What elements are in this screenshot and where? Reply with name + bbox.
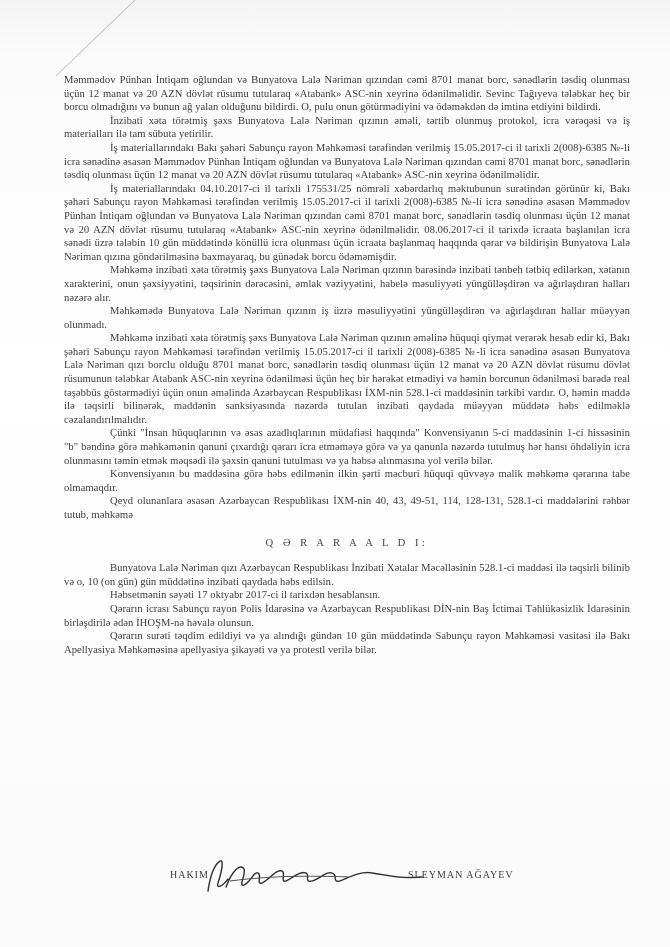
paragraph: Çünki "İnsan hüquqlarının və əsas azadlıqlarının müdafiəsi haqqında" Konvensiyanın 5-ci maddəsinin 1-ci hissəsinin "b" bəndinə görə məhkəmənin qanuni çıxardığı qərarı icra etməməyə görə və ya qanunla nəzərdə tutulmuş hər hansı öhdəliyin icra olunmasını təmin etmək məqsədi ilə şəxsin qanuni tutulması və ya həbsə alınmasına yol verilə bilər. [64, 428, 630, 467]
decision-paragraph: Həbsetmənin səyəti 17 oktyabr 2017-ci il tarixdən hesablansın. [110, 590, 381, 602]
judge-label: HAKIM [170, 870, 209, 881]
paragraph: Qeyd olunanlara əsasən Azərbaycan Respublikası İXM-nin 40, 43, 49-51, 114, 128-131, 528.1-ci maddələrini rəhbər tutub, məhkəmə [64, 496, 630, 521]
decision-paragraph: Qərarın icrası Sabunçu rayon Polis İdarəsinə və Azərbaycan Respublikası DİN-nin Baş İctimai Təhlükəsizlik İdarəsinin birləşdirilə ədən İHOŞM-nə həvalə olunsun. [64, 603, 630, 629]
decision-heading: Q Ə R A R A A L D I: [265, 537, 429, 549]
decision-paragraph: Bunyatova Lalə Nəriman qızı Azərbaycan Respublikası İnzibati Xətalar Məcəlləsinin 528.1-ci maddəsi ilə təqsirli bilinib və o, 10 (on gün) gün müddətinə inzibati qaydada həbs edilsin. [64, 563, 630, 588]
paragraph: İş materiallarındakı Bakı şəhəri Sabunçu rayon Məhkəməsi tərəfindən verilmiş 15.05.2017-ci il tarixli 2(008)-6385 №-li icra sənədinə əsasən Məmmədov Pünhan İntiqam oğlundan və Bunyatova Lalə Nəriman qızından cəmi 8701 manat borc, sənədlərin təsdiq olunması üçün 12 manat və 20 AZN dövlət rüsumu tutularaq «Atabank» ASC-nin xeyrinə ödənilməlidir. [64, 142, 630, 182]
paragraph: İş materiallarındakı 04.10.2017-ci il tarixli 175531/25 nömrəli xəbərdarlıq məktubunun surətindən görünür ki, Bakı şəhəri Sabunçu rayon Məhkəməsi tərəfindən verilmiş 15.05.2017-ci il tarixli 2(008)-6385 №-li icra sənədinə əsasən Məmmədov Pünhan İntiqam oğlundan və Bunyatova Lalə Nəriman qızından cəmi 8701 manat borc, sənədlərin təsdiq olunması üçün 12 manat və 20 AZN dövlət rüsumu tutularaq «Atabank» ASC-nin xeyrinə ödənilməlidir. 08.06.2017-ci il tarixdə icraata başlanılan icra sənədi üzrə tələbin 10 gün müddətində könüllü icra olunması üçün icraata başlanmaq haqqında qərar və bildirişin Bunyatova Lalə Nəriman qızına göndərilməsinə baxmayaraq, bu günədək borcu ödəməmişdir. [64, 183, 630, 263]
paragraph: Məhkəmədə Bunyatova Lalə Nəriman qızının iş üzrə məsuliyyətini yüngülləşdirən və ağırlaşdıran hallar müəyyən olunmadı. [64, 306, 630, 331]
judge-name: SLEYMAN AĞAYEV [408, 870, 514, 881]
corner-fold-mark [0, 0, 140, 80]
paragraph: Məmmədov Pünhan İntiqam oğlundan və Bunyatova Lalə Nəriman qızından cəmi 8701 manat borc, sənədlərin təsdiq olunması üçün 12 manat və 20 AZN dövlət rüsumu tutularaq «Atabank» ASC-nin xeyrinə ödənilməlidir. Sevinc Tağıyeva tələbkar heç bir borcu olmadığını və bunun ağ yalan olduğunu bildirdi. O, pulu onun götürmədiyini və ödəməkdən də imtina etdiyini bildirdi. [64, 75, 630, 114]
paragraph: Məhkəmə inzibati xəta törətmiş şəxs Bunyatova Lalə Nəriman qızının barəsində inzibati tənbeh tətbiq edilərkən, xətanın xarakterini, onun şəxsiyyətini, təqsirinin dərəcəsini, əmlak vəziyyətini, habelə məsuliyyəti yüngülləşdirən və ağırlaşdıran halları nəzərə alır. [64, 265, 630, 304]
paragraph: Məhkəmə inzibati xəta törətmiş şəxs Bunyatova Lalə Nəriman qızının əməlinə hüquqi qiymət verərək hesab edir ki, Bakı şəhəri Sabunçu rayon Məhkəməsi tərəfindən verilmiş 15.05.2017-ci il tarixli 2(008)-6385 №-li icra sənədinə əsasən Bunyatova Lalə Nəriman qızı borclu olduğu 8701 manat borc, sənədlərin təsdiq olunması üçün 12 manat və 20 AZN dövlət rüsumu dövlət rüsumunun tələbkar Atabank ASC-nin xeyrinə ödənilməsi üçün heç bir hərəkət etmədiyi və həmin borcunun ödənilməsi barədə real təşəbbüs göstərmədiyi üçün onun əməlində Azərbaycan Respublikası İXM-nin 528.1-ci maddəsinin tərkibi vardır. O, həmin maddə ilə təqsirli bilinərək, maddənin sanksiyasında nəzərdə tutulan inzibati qaydada müəyyən müddətə həbs edilməklə cəzalandırılmalıdır. [64, 333, 630, 426]
document-body [64, 74, 630, 657]
paragraph: İnzibati xəta törətmiş şəxs Bunyatova Lalə Nəriman qızının əməli, tərtib olunmuş protokol, icra vərəqəsi və iş materialları ilə tam sübuta yetirilir. [64, 115, 630, 141]
signature-block [170, 857, 570, 897]
decision-paragraph: Qərarın surəti təqdim edildiyi və ya alındığı gündən 10 gün müddətində Sabunçu rayon Məhkəməsi vasitəsi ilə Bakı Apellyasiya Məhkəməsinə apellyasiya şikayəti və ya protestl verilə bilər. [64, 631, 630, 656]
handwritten-signature [200, 857, 430, 897]
paragraph: Konvensiyanın bu maddəsinə görə həbs edilmənin ilkin şərti məcburi hüquqi qüvvəyə malik məhkəmə qərarına tabe olmamaqdır. [64, 469, 630, 494]
